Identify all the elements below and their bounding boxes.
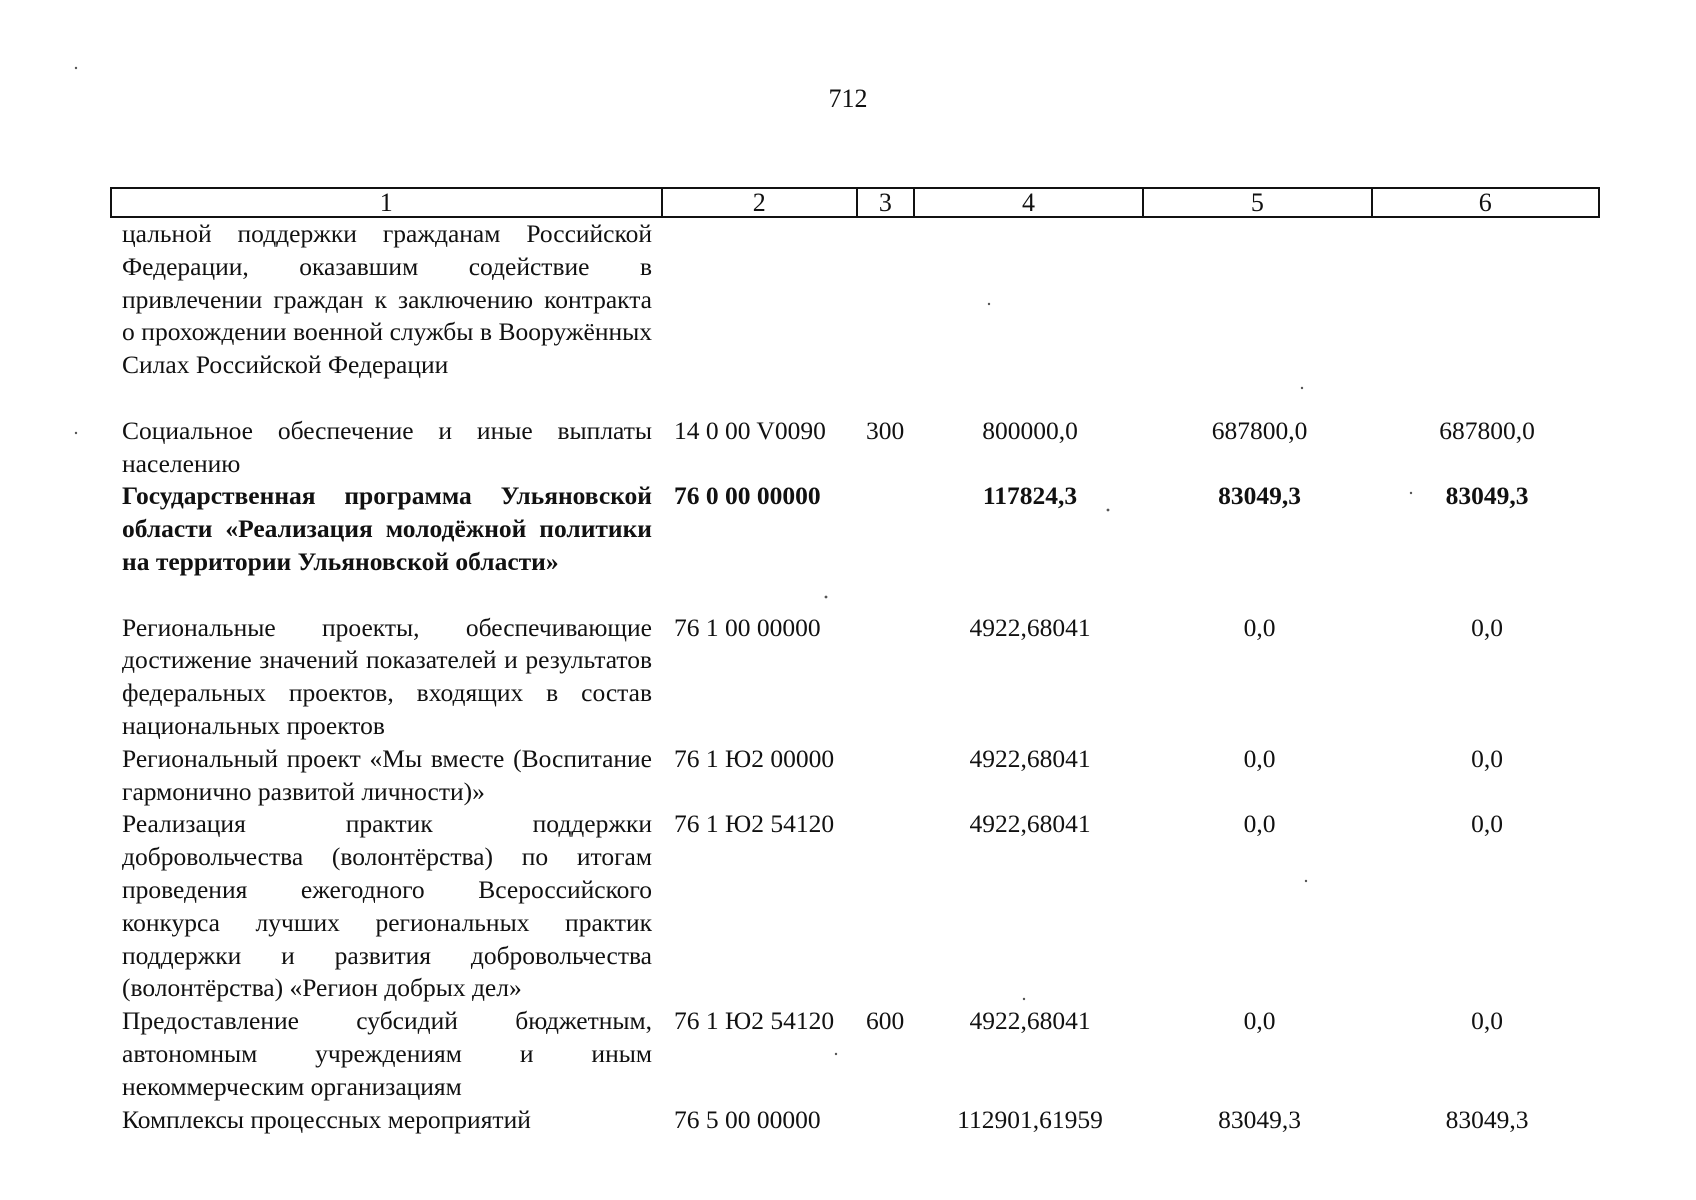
row-code: 76 1 00 00000 (674, 612, 821, 642)
row-value-4: 112901,61959 (957, 1104, 1103, 1134)
column-header-2: 2 (663, 189, 858, 216)
column-header-3: 3 (858, 189, 915, 216)
row-code: 76 1 Ю2 54120 (674, 809, 835, 839)
row-code: 76 1 Ю2 00000 (674, 743, 835, 773)
row-value-5: 0,0 (1243, 743, 1276, 773)
row-type: 600 (866, 1006, 905, 1036)
row-value-6: 687800,0 (1439, 415, 1535, 445)
table-row-program (110, 480, 1600, 611)
row-value-4: 800000,0 (982, 415, 1078, 445)
table-row (110, 218, 1600, 415)
row-value-5: 0,0 (1243, 612, 1276, 642)
table-row (110, 1104, 1600, 1137)
column-header-1: 1 (112, 189, 663, 216)
row-value-5: 83049,3 (1218, 1104, 1301, 1134)
table-row (110, 808, 1600, 1005)
row-name: Реализация практик поддержки добровольчества (волонтёрства) по итогам проведения ежегодного Всероссийского конкурса лучших региональных практик поддержки и развития добровольчества (волонтёрства) «Регион добрых дел» (122, 809, 652, 1003)
row-value-6: 83049,3 (1445, 1104, 1529, 1134)
row-value-5: 0,0 (1243, 809, 1276, 839)
table-row (110, 612, 1600, 743)
row-value-6: 0,0 (1471, 612, 1503, 642)
row-value-6: 83049,3 (1445, 481, 1529, 511)
row-value-6: 0,0 (1471, 1006, 1503, 1036)
table-row (110, 1005, 1600, 1103)
column-header-4: 4 (915, 189, 1144, 216)
row-value-6: 0,0 (1471, 743, 1503, 773)
row-name: Комплексы процессных мероприятий (122, 1104, 531, 1134)
row-value-4: 4922,68041 (969, 743, 1091, 773)
row-value-4: 117824,3 (982, 481, 1078, 511)
table-row (110, 415, 1600, 481)
row-value-4: 4922,68041 (969, 1006, 1091, 1036)
row-name: Предоставление субсидий бюджетным, автономным учреждениям и иным некоммерческим организациям (122, 1006, 652, 1101)
row-code: 14 0 00 V0090 (674, 415, 826, 445)
row-type: 300 (866, 415, 905, 445)
row-value-4: 4922,68041 (969, 809, 1091, 839)
row-value-6: 0,0 (1471, 809, 1503, 839)
page-number: 712 (828, 84, 868, 113)
table-row (110, 743, 1600, 809)
row-name: Социальное обеспечение и иные выплаты населению (122, 415, 652, 478)
row-name: Региональный проект «Мы вместе (Воспитание гармонично развитой личности)» (122, 743, 652, 806)
row-name: цальной поддержки гражданам Российской Федерации, оказавшим содействие в привлечении граждан к заключению контракта о прохождении военной службы в Вооружённых Силах Российской Федерации (122, 219, 652, 380)
column-header-6: 6 (1478, 187, 1492, 217)
row-value-4: 4922,68041 (969, 612, 1091, 642)
row-value-5: 0,0 (1243, 1006, 1276, 1036)
row-code: 76 1 Ю2 54120 (674, 1006, 835, 1036)
row-name: Государственная программа Ульяновской области «Реализация молодёжной политики на территории Ульяновской области» (122, 481, 652, 576)
table-header (110, 187, 1600, 218)
row-value-5: 687800,0 (1211, 415, 1308, 445)
row-code: 76 0 00 00000 (674, 481, 821, 511)
row-value-5: 83049,3 (1218, 481, 1301, 511)
row-code: 76 5 00 00000 (674, 1104, 821, 1134)
budget-table (110, 187, 1600, 1136)
column-header-5: 5 (1144, 189, 1372, 216)
row-name: Региональные проекты, обеспечивающие достижение значений показателей и результатов федеральных проектов, входящих в состав национальных проектов (122, 612, 652, 740)
